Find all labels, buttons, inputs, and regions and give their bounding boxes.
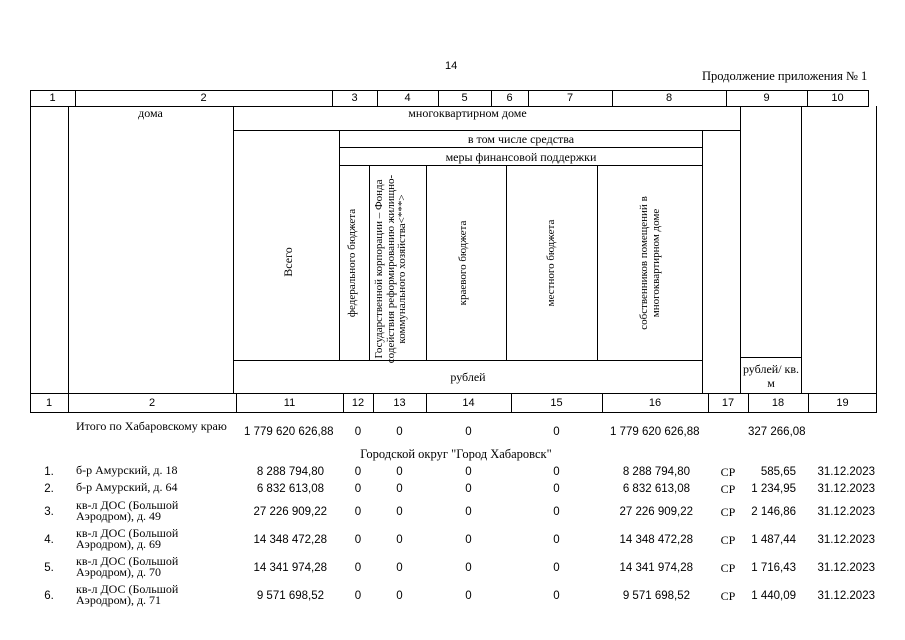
row-regional: 0 xyxy=(465,534,472,546)
row-date: 31.12.2023 xyxy=(817,590,875,602)
row-way: СР xyxy=(720,465,736,479)
row-local: 0 xyxy=(553,466,560,478)
col-num: 2 xyxy=(200,92,207,104)
col-num: 16 xyxy=(648,397,662,409)
total-federal: 0 xyxy=(354,426,362,438)
row-date: 31.12.2023 xyxy=(817,466,875,478)
total-sum: 1 779 620 626,88 xyxy=(244,426,334,438)
total-label: Итого по Хабаровскому краю xyxy=(76,419,227,433)
col-num: 13 xyxy=(393,397,406,409)
row-date: 31.12.2023 xyxy=(817,562,875,574)
row-owners: 6 832 613,08 xyxy=(622,483,690,495)
header-regional: краевого бюджета xyxy=(457,220,469,306)
total-corp: 0 xyxy=(396,426,403,438)
header-doma: дома xyxy=(138,106,163,120)
row-per-sqm: 1 440,09 xyxy=(751,590,796,602)
row-local: 0 xyxy=(553,562,560,574)
row-federal: 0 xyxy=(354,590,362,602)
row-address: кв-л ДОС (Большой Аэродром), д. 71 xyxy=(76,582,179,607)
row-regional: 0 xyxy=(465,506,472,518)
row-local: 0 xyxy=(553,483,560,495)
row-regional: 0 xyxy=(465,562,472,574)
col-num: 9 xyxy=(763,92,770,104)
row-federal: 0 xyxy=(354,562,362,574)
row-owners: 9 571 698,52 xyxy=(622,590,690,602)
row-address: кв-л ДОС (Большой Аэродром), д. 49 xyxy=(76,498,179,523)
col-num: 2 xyxy=(148,397,156,409)
col-num: 4 xyxy=(404,92,411,104)
row-address: кв-л ДОС (Большой Аэродром), д. 69 xyxy=(76,526,179,551)
row-way: СР xyxy=(720,482,736,496)
row-date: 31.12.2023 xyxy=(817,483,875,495)
row-owners: 8 288 794,80 xyxy=(622,466,690,478)
row-number: 2. xyxy=(44,483,54,495)
row-number: 5. xyxy=(44,562,54,574)
row-per-sqm: 1 716,43 xyxy=(751,562,796,574)
total-regional: 0 xyxy=(465,426,472,438)
row-total: 6 832 613,08 xyxy=(256,483,324,495)
col-num: 7 xyxy=(566,92,574,104)
row-number: 4. xyxy=(44,534,54,546)
row-local: 0 xyxy=(553,506,560,518)
col-num: 5 xyxy=(461,92,468,104)
row-owners: 27 226 909,22 xyxy=(619,506,693,518)
row-local: 0 xyxy=(553,534,560,546)
col-num: 1 xyxy=(45,397,53,409)
row-total: 9 571 698,52 xyxy=(256,590,324,602)
row-corp: 0 xyxy=(396,506,403,518)
header-mkd: многоквартирном доме xyxy=(408,106,527,120)
col-num: 11 xyxy=(283,397,296,409)
header-rub-per-sqm: рублей/ кв. м xyxy=(742,362,800,390)
row-owners: 14 341 974,28 xyxy=(619,562,693,574)
row-per-sqm: 2 146,86 xyxy=(751,506,796,518)
row-address: кв-л ДОС (Большой Аэродром), д. 70 xyxy=(76,554,179,579)
col-num: 6 xyxy=(506,92,513,104)
row-way: СР xyxy=(720,505,736,519)
row-regional: 0 xyxy=(465,590,472,602)
row-way: СР xyxy=(720,561,736,575)
header-local: местного бюджета xyxy=(545,219,557,307)
row-address: б-р Амурский, д. 18 xyxy=(76,463,178,477)
row-federal: 0 xyxy=(354,466,362,478)
row-corp: 0 xyxy=(396,466,403,478)
header-rubles: рублей xyxy=(450,370,486,384)
col-num: 3 xyxy=(351,92,358,104)
row-per-sqm: 585,65 xyxy=(760,466,796,478)
row-number: 1. xyxy=(44,466,54,478)
row-corp: 0 xyxy=(396,590,403,602)
row-per-sqm: 1 234,95 xyxy=(751,483,796,495)
col-num: 1 xyxy=(49,92,56,104)
row-regional: 0 xyxy=(465,483,472,495)
total-per-sqm: 327 266,08 xyxy=(748,426,806,438)
row-total: 14 348 472,28 xyxy=(253,534,327,546)
row-local: 0 xyxy=(553,590,560,602)
col-num: 14 xyxy=(462,397,475,409)
row-federal: 0 xyxy=(354,534,362,546)
row-federal: 0 xyxy=(354,483,362,495)
row-date: 31.12.2023 xyxy=(817,506,875,518)
row-owners: 14 348 472,28 xyxy=(619,534,693,546)
header-support: меры финансовой поддержки xyxy=(445,150,597,164)
row-number: 3. xyxy=(44,506,54,518)
page-number: 14 xyxy=(445,60,458,72)
row-corp: 0 xyxy=(396,534,403,546)
row-total: 8 288 794,80 xyxy=(256,466,324,478)
row-date: 31.12.2023 xyxy=(817,534,875,546)
row-corp: 0 xyxy=(396,483,403,495)
row-per-sqm: 1 487,44 xyxy=(751,534,796,546)
row-way: СР xyxy=(720,533,736,547)
row-number: 6. xyxy=(44,590,54,602)
row-address: б-р Амурский, д. 64 xyxy=(76,480,178,494)
header-incl-funds: в том числе средства xyxy=(467,132,575,146)
col-num: 12 xyxy=(351,397,365,409)
row-total: 14 341 974,28 xyxy=(253,562,327,574)
row-corp: 0 xyxy=(396,562,403,574)
total-owners: 1 779 620 626,88 xyxy=(610,426,700,438)
header-owners: собственников помещений в многоквартирном доме xyxy=(638,196,662,330)
header-federal: федерального бюджета xyxy=(346,208,358,318)
col-num: 15 xyxy=(550,397,563,409)
col-num: 18 xyxy=(771,397,785,409)
district-title: Городской округ "Город Хабаровск" xyxy=(360,447,552,461)
row-regional: 0 xyxy=(465,466,472,478)
row-way: СР xyxy=(720,589,736,603)
col-num: 19 xyxy=(836,397,849,409)
row-federal: 0 xyxy=(354,506,362,518)
row-total: 27 226 909,22 xyxy=(253,506,327,518)
col-num: 10 xyxy=(831,92,844,104)
total-local: 0 xyxy=(553,426,560,438)
continuation-note: Продолжение приложения № 1 xyxy=(702,69,868,83)
col-num: 8 xyxy=(665,92,673,104)
header-total: Всего xyxy=(281,247,295,277)
col-num: 17 xyxy=(721,397,735,409)
header-corp: Государственной корпорации – Фонда содействия реформированию жилищно-коммунального хозяйства<***> xyxy=(373,174,408,364)
